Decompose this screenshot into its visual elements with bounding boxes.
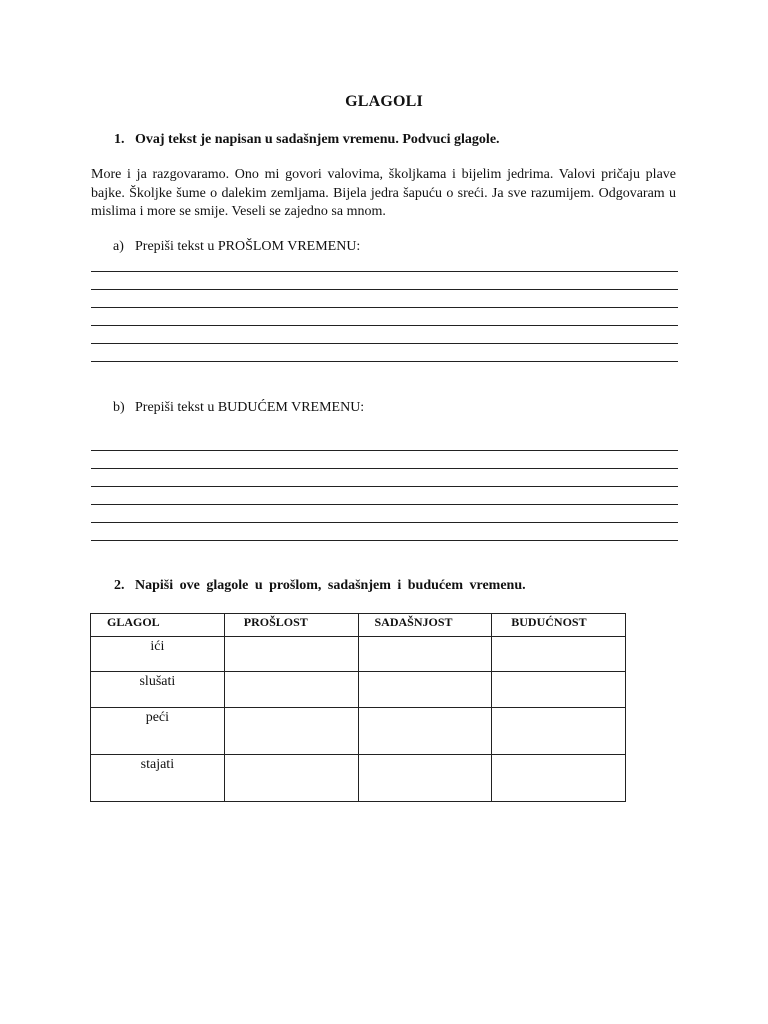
answer-line-a-6[interactable] (91, 361, 678, 362)
answer-cell-past[interactable] (224, 755, 358, 802)
answer-line-b-2[interactable] (91, 468, 678, 469)
verb-cell: peći (91, 708, 225, 755)
answer-line-b-6[interactable] (91, 540, 678, 541)
verb-conjugation-table (90, 613, 626, 802)
subtask-b-instruction (113, 400, 364, 416)
answer-cell-present[interactable] (358, 637, 492, 672)
answer-line-b-5[interactable] (91, 522, 678, 523)
answer-cell-present[interactable] (358, 708, 492, 755)
task-2-text: Napiši ove glagole u prošlom, sadašnjem i budućem vremenu. (135, 578, 526, 593)
answer-cell-past[interactable] (224, 672, 358, 708)
answer-cell-present[interactable] (358, 672, 492, 708)
header-glagol: GLAGOL (91, 614, 225, 637)
verb-cell: slušati (91, 672, 225, 708)
header-buducnost: BUDUĆNOST (492, 614, 626, 637)
table-row (91, 708, 626, 755)
task-2-number: 2. (114, 578, 125, 593)
answer-cell-present[interactable] (358, 755, 492, 802)
answer-cell-future[interactable] (492, 637, 626, 672)
table-row (91, 637, 626, 672)
answer-cell-future[interactable] (492, 672, 626, 708)
answer-line-a-4[interactable] (91, 325, 678, 326)
table-header-row (91, 614, 626, 637)
reading-passage: More i ja razgovaramo. Ono mi govori valovima, školjkama i bijelim jedrima. Valovi pričaju plave bajke. Školjke šume o dalekim zemljama. Bijela jedra šapuću o sreći. Ja sve razumijem. Odgovaram u mislima i more se smije. Veseli se zajedno sa mnom. (91, 167, 676, 219)
answer-cell-past[interactable] (224, 637, 358, 672)
task-1-text: Ovaj tekst je napisan u sadašnjem vremenu. Podvuci glagole. (135, 132, 500, 147)
answer-line-a-5[interactable] (91, 343, 678, 344)
table-row (91, 755, 626, 802)
header-sadasnjost: SADAŠNJOST (358, 614, 492, 637)
task-1-instruction (114, 132, 500, 148)
subtask-a-text: Prepiši tekst u PROŠLOM VREMENU: (135, 239, 361, 254)
answer-line-a-1[interactable] (91, 271, 678, 272)
answer-cell-future[interactable] (492, 755, 626, 802)
answer-line-a-2[interactable] (91, 289, 678, 290)
subtask-b-letter: b) (113, 400, 125, 415)
table-row (91, 672, 626, 708)
header-proslost: PROŠLOST (224, 614, 358, 637)
answer-line-a-3[interactable] (91, 307, 678, 308)
task-2-instruction (114, 578, 526, 594)
answer-line-b-4[interactable] (91, 504, 678, 505)
answer-line-b-3[interactable] (91, 486, 678, 487)
answer-cell-past[interactable] (224, 708, 358, 755)
task-1-number: 1. (114, 132, 125, 147)
verb-cell: stajati (91, 755, 225, 802)
answer-line-b-1[interactable] (91, 450, 678, 451)
subtask-b-text: Prepiši tekst u BUDUĆEM VREMENU: (135, 400, 365, 415)
subtask-a-letter: a) (113, 239, 124, 254)
answer-cell-future[interactable] (492, 708, 626, 755)
verb-cell: ići (91, 637, 225, 672)
subtask-a-instruction (113, 239, 360, 255)
page-title: GLAGOLI (345, 93, 423, 110)
